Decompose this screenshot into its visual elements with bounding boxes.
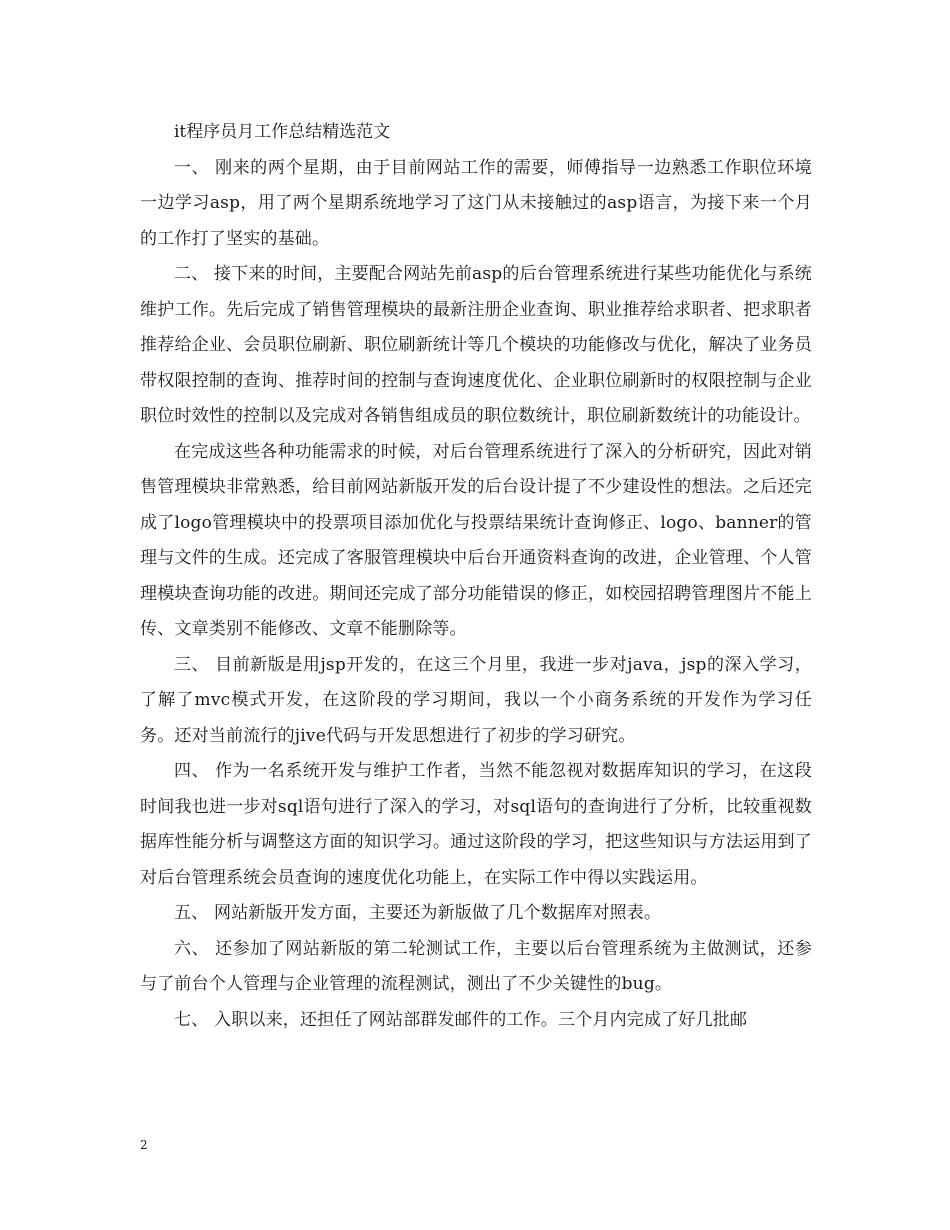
paragraph-2: 二、 接下来的时间，主要配合网站先前asp的后台管理系统进行某些功能优化与系统维护工作。先后完成了销售管理模块的最新注册企业查询、职业推荐给求职者、把求职者推荐给企业、会员职位刷新、职位刷新统计等几个模块的功能修改与优化，解决了业务员带权限控制的查询、推荐时间的控制与查询速度优化、企业职位刷新时的权限控制与企业职位时效性的控制以及完成对各销售组成员的职位数统计，职位刷新数统计的功能设计。: [140, 264, 812, 426]
page-number: 2: [140, 1138, 148, 1152]
paragraph-7: 六、 还参加了网站新版的第二轮测试工作，主要以后台管理系统为主做测试，还参与了前台个人管理与企业管理的流程测试，测出了不少关键性的bug。: [140, 938, 812, 994]
paragraph-1: 一、 刚来的两个星期，由于目前网站工作的需要，师傅指导一边熟悉工作职位环境一边学习asp，用了两个星期系统地学习了这门从未接触过的asp语言，为接下来一个月的工作打了坚实的基础。: [140, 157, 812, 249]
document-title: it程序员月工作总结精选范文: [174, 122, 391, 142]
paragraph-6: 五、 网站新版开发方面，主要还为新版做了几个数据库对照表。: [174, 903, 662, 923]
paragraph-3: 在完成这些各种功能需求的时候，对后台管理系统进行了深入的分析研究，因此对销售管理模块非常熟悉，给目前网站新版开发的后台设计提了不少建设性的想法。之后还完成了logo管理模块中的投票项目添加优化与投票结果统计查询修正、logo、banner的管理与文件的生成。还完成了客服管理模块中后台开通资料查询的改进，企业管理、个人管理模块查询功能的改进。期间还完成了部分功能错误的修正，如校园招聘管理图片不能上传、文章类别不能修改、文章不能删除等。: [140, 441, 812, 639]
paragraph-4: 三、 目前新版是用jsp开发的，在这三个月里，我进一步对java，jsp的深入学习，了解了mvc模式开发，在这阶段的学习期间，我以一个小商务系统的开发作为学习任务。还对当前流行的jive代码与开发思想进行了初步的学习研究。: [140, 654, 812, 746]
paragraph-5: 四、 作为一名系统开发与维护工作者，当然不能忽视对数据库知识的学习，在这段时间我也进一步对sql语句进行了深入的学习，对sql语句的查询进行了分析，比较重视数据库性能分析与调整这方面的知识学习。通过这阶段的学习，把这些知识与方法运用到了对后台管理系统会员查询的速度优化功能上，在实际工作中得以实践运用。: [140, 761, 812, 888]
document-body: [140, 115, 812, 1038]
paragraph-8: 七、 入职以来，还担任了网站部群发邮件的工作。三个月内完成了好几批邮: [174, 1009, 748, 1030]
